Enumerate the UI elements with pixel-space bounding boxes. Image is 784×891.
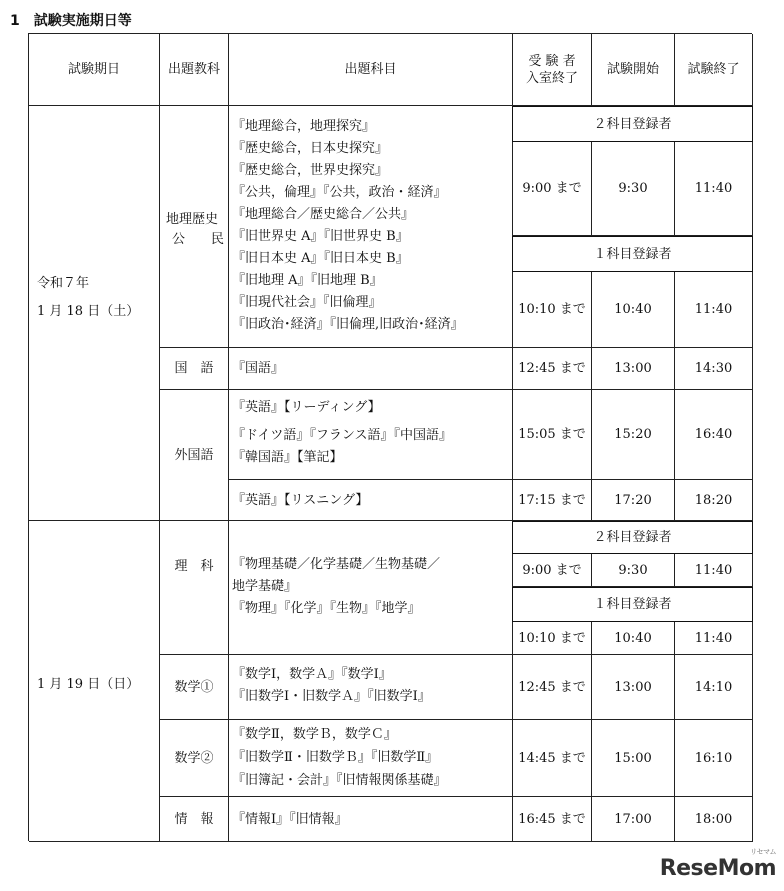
math1-end: 14:10 bbox=[675, 655, 753, 720]
header-subject-group: 出題教科 bbox=[160, 34, 229, 106]
geo-subject-item: 『公共，倫理』『公共，政治・経済』 bbox=[232, 185, 447, 200]
info-group: 情 報 bbox=[160, 797, 229, 842]
foreign-listening-subject: 『英語』【リスニング】 bbox=[229, 480, 513, 521]
info-subject: 『情報Ⅰ』『旧情報』 bbox=[229, 797, 513, 842]
geo-subjects-cell bbox=[229, 106, 513, 348]
science-one-end: 11:40 bbox=[675, 622, 753, 655]
foreign-listening-entry: 17:15 まで bbox=[513, 480, 592, 521]
geo-subject-item: 『旧世界史 A』『旧世界史 B』 bbox=[232, 229, 409, 244]
science-one-subject-label: １科目登録者 bbox=[512, 587, 753, 622]
math1-start: 13:00 bbox=[592, 655, 675, 720]
resemom-logo-sub: リセマム bbox=[750, 848, 776, 856]
math2-line2: 『旧数学Ⅱ・旧数学Ｂ』『旧数学Ⅱ』 bbox=[232, 750, 439, 765]
math1-entry: 12:45 まで bbox=[513, 655, 592, 720]
foreign-written-line1: 『英語』【リーディング】 bbox=[232, 400, 381, 415]
math2-group: 数学② bbox=[160, 720, 229, 797]
japanese-entry: 12:45 まで bbox=[513, 348, 592, 390]
geo-subject-item: 『歴史総合，日本史探究』 bbox=[232, 141, 389, 156]
geo-subject-item: 『地理総合，地理探究』 bbox=[232, 119, 376, 134]
info-start: 17:00 bbox=[592, 797, 675, 842]
header-entry-deadline: 受 験 者 入室終了 bbox=[513, 34, 592, 106]
math2-start: 15:00 bbox=[592, 720, 675, 797]
science-two-entry: 9:00 まで bbox=[513, 554, 592, 587]
science-two-start: 9:30 bbox=[592, 554, 675, 587]
geo-one-entry: 10:10 まで bbox=[513, 272, 592, 348]
geo-subject-item: 『旧地理 A』『旧地理 B』 bbox=[232, 273, 383, 288]
geo-two-subject-label: ２科目登録者 bbox=[512, 106, 753, 142]
geo-subject-item: 『旧政治･経済』『旧倫理,旧政治･経済』 bbox=[232, 317, 464, 332]
header-end: 試験終了 bbox=[675, 34, 753, 106]
japanese-subject: 『国語』 bbox=[229, 348, 513, 390]
science-two-end: 11:40 bbox=[675, 554, 753, 587]
header-date: 試験期日 bbox=[29, 34, 160, 106]
science-group: 理 科 bbox=[160, 521, 229, 655]
section-title: 試験実施期日等 bbox=[33, 13, 132, 29]
day2-date-cell bbox=[29, 521, 160, 842]
math2-subjects bbox=[229, 720, 513, 797]
geo-two-end: 11:40 bbox=[675, 142, 753, 236]
geo-group-cell bbox=[160, 106, 229, 348]
geo-subject-item: 『地理総合／歴史総合／公共』 bbox=[232, 207, 415, 222]
foreign-written-entry: 15:05 まで bbox=[513, 390, 592, 480]
section-heading bbox=[10, 10, 132, 30]
japanese-start: 13:00 bbox=[592, 348, 675, 390]
math2-end: 16:10 bbox=[675, 720, 753, 797]
foreign-written-line3: 『韓国語』【筆記】 bbox=[232, 450, 343, 465]
schedule-table bbox=[28, 33, 752, 841]
geo-group-line2: 公 民 bbox=[172, 232, 225, 247]
section-number: 1 bbox=[10, 13, 20, 29]
day1-date-era: 令和７年 bbox=[37, 276, 90, 291]
math2-entry: 14:45 まで bbox=[513, 720, 592, 797]
header-subjects: 出題科目 bbox=[229, 34, 513, 106]
math1-subjects bbox=[229, 655, 513, 720]
math1-line1: 『数学Ⅰ，数学Ａ』『数学Ⅰ』 bbox=[232, 667, 392, 682]
science-line2: 地学基礎』 bbox=[232, 579, 298, 594]
math2-line1: 『数学Ⅱ，数学Ｂ，数学Ｃ』 bbox=[232, 727, 397, 742]
geo-subject-item: 『旧日本史 A』『旧日本史 B』 bbox=[232, 251, 409, 266]
foreign-written-subjects bbox=[229, 390, 513, 480]
math1-line2: 『旧数学Ⅰ・旧数学Ａ』『旧数学Ⅰ』 bbox=[232, 689, 431, 704]
math1-group: 数学① bbox=[160, 655, 229, 720]
japanese-group: 国 語 bbox=[160, 348, 229, 390]
resemom-logo bbox=[659, 848, 776, 881]
geo-one-end: 11:40 bbox=[675, 272, 753, 348]
science-two-subject-label: ２科目登録者 bbox=[512, 521, 753, 554]
foreign-listening-end: 18:20 bbox=[675, 480, 753, 521]
science-subjects bbox=[229, 521, 513, 655]
info-end: 18:00 bbox=[675, 797, 753, 842]
science-one-entry: 10:10 まで bbox=[513, 622, 592, 655]
science-one-start: 10:40 bbox=[592, 622, 675, 655]
geo-two-entry: 9:00 まで bbox=[513, 142, 592, 236]
day1-date-day: 1 月 18 日（土） bbox=[37, 304, 140, 319]
header-start: 試験開始 bbox=[592, 34, 675, 106]
geo-subject-item: 『旧現代社会』『旧倫理』 bbox=[232, 295, 382, 310]
geo-two-start: 9:30 bbox=[592, 142, 675, 236]
foreign-written-start: 15:20 bbox=[592, 390, 675, 480]
day1-date-cell bbox=[29, 106, 160, 521]
science-line3: 『物理』『化学』『生物』『地学』 bbox=[232, 601, 421, 616]
geo-one-subject-label: １科目登録者 bbox=[512, 236, 753, 272]
geo-subject-item: 『歴史総合，世界史探究』 bbox=[232, 163, 389, 178]
math2-line3: 『旧簿記・会計』『旧情報関係基礎』 bbox=[232, 773, 447, 788]
day2-date: 1 月 19 日（日） bbox=[37, 677, 140, 692]
foreign-written-end: 16:40 bbox=[675, 390, 753, 480]
japanese-end: 14:30 bbox=[675, 348, 753, 390]
geo-one-start: 10:40 bbox=[592, 272, 675, 348]
foreign-group: 外国語 bbox=[160, 390, 229, 521]
resemom-logo-text: ReseMom bbox=[659, 856, 776, 881]
foreign-written-line2: 『ドイツ語』『フランス語』『中国語』 bbox=[232, 428, 452, 443]
science-line1: 『物理基礎／化学基礎／生物基礎／ bbox=[232, 557, 441, 572]
geo-group-line1: 地理歴史 bbox=[166, 212, 219, 227]
foreign-listening-start: 17:20 bbox=[592, 480, 675, 521]
info-entry: 16:45 まで bbox=[513, 797, 592, 842]
